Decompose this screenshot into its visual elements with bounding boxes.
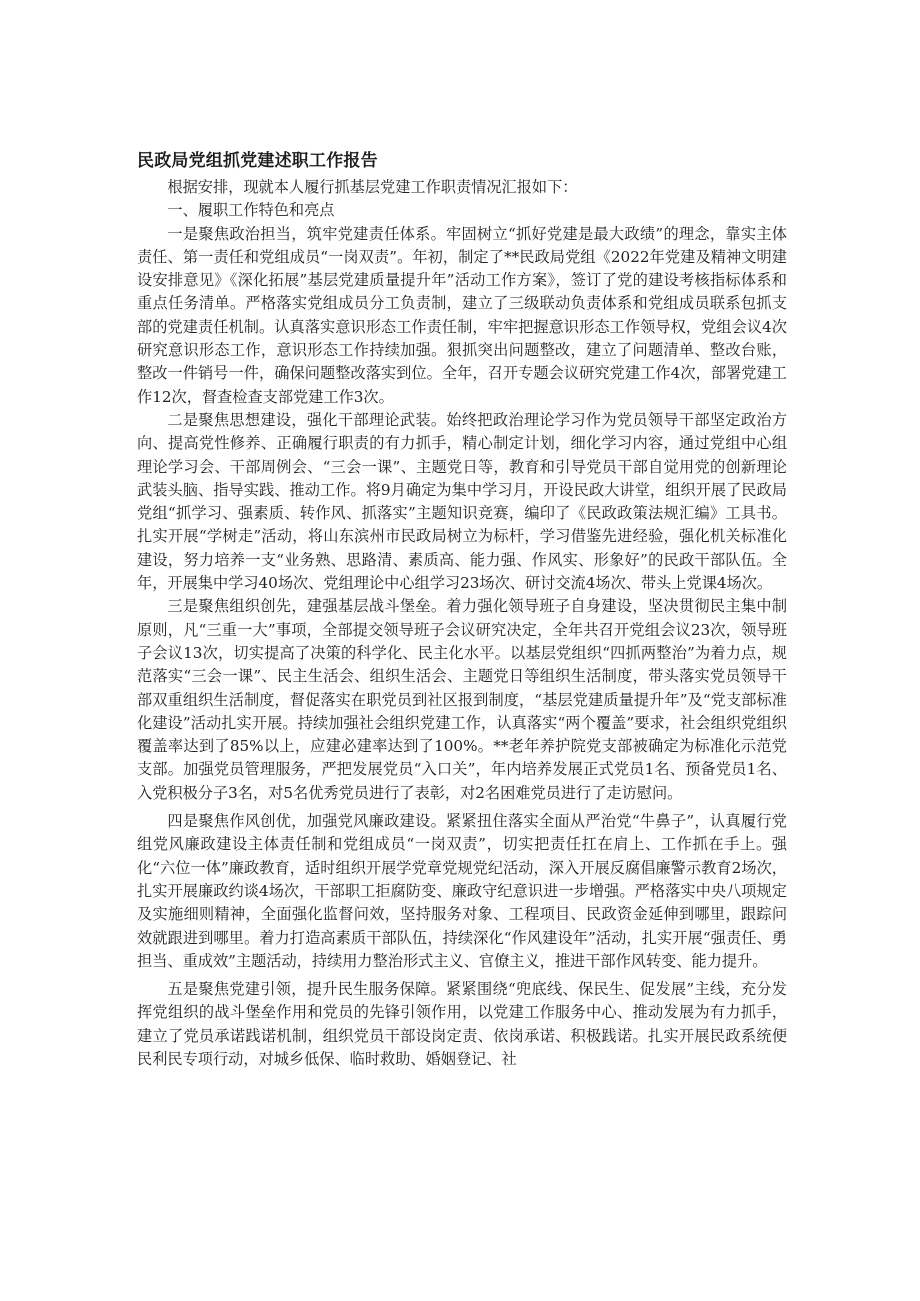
document-body (137, 176, 787, 1071)
intro-paragraph: 根据安排，现就本人履行抓基层党建工作职责情况汇报如下： (167, 178, 578, 196)
paragraph-work-style: 四是聚焦作风创优，加强党风廉政建设。紧紧扭住落实全面从严治党“牛鼻子”，认真履行党组党风廉政建设主体责任制和党组成员“一岗双责”，切实把责任扛在肩上、工作抓在手上。强化“六位一体”廉政教育，适时组织开展学党章党规党纪活动，深入开展反腐倡廉警示教育2场次，扎实开展廉政约谈4场次，干部职工拒腐防变、廉政守纪意识进一步增强。严格落实中央八项规定及实施细则精神，全面强化监督问效，坚持服务对象、工程项目、民政资金延伸到哪里，跟踪问效就跟进到哪里。着力打造高素质干部队伍，持续深化“作风建设年”活动，扎实开展“强责任、勇担当、重成效”主题活动，持续用力整治形式主义、官僚主义，推进干部作风转变、能力提升。 (137, 812, 787, 970)
paragraph-party-leadership: 五是聚焦党建引领，提升民生服务保障。紧紧围绕“兜底线、保民生、促发展”主线，充分发挥党组织的战斗堡垒作用和党员的先锋引领作用，以党建工作服务中心、推动发展为有力抓手，建立了党员承诺践诺机制，组织党员干部设岗定责、依岗承诺、积极践诺。扎实开展民政系统便民利民专项行动，对城乡低保、临时救助、婚姻登记、社 (137, 980, 787, 1068)
paragraph-political-responsibility: 一是聚焦政治担当，筑牢党建责任体系。牢固树立“抓好党建是最大政绩”的理念，靠实主体责任、第一责任和党组成员“一岗双责”。年初，制定了**民政局党组《2022年党建及精神文明建设安排意见》《深化拓展”基层党建质量提升年”活动工作方案》，签订了党的建设考核指标体系和重点任务清单。严格落实党组成员分工负责制，建立了三级联动负责体系和党组成员联系包抓支部的党建责任机制。认真落实意识形态工作责任制，牢牢把握意识形态工作领导权，党组会议4次研究意识形态工作，意识形态工作持续加强。狠抓突出问题整改，建立了问题清单、整改台账，整改一件销号一件，确保问题整改落实到位。全年，召开专题会议研究党建工作4次，部署党建工作12次，督查检查支部党建工作3次。 (137, 224, 787, 406)
paragraph-organization-building: 三是聚焦组织创先，建强基层战斗堡垒。着力强化领导班子自身建设，坚决贯彻民主集中制原则，凡“三重一大”事项，全部提交领导班子会议研究决定，全年共召开党组会议23次，领导班子会议13次，切实提高了决策的科学化、民主化水平。以基层党组织“四抓两整治”为着力点，规范落实“三会一课”、民主生活会、组织生活会、主题党日等组织生活制度，带头落实党员领导干部双重组织生活制度，督促落实在职党员到社区报到制度，“基层党建质量提升年”及“党支部标准化建设”活动扎实开展。持续加强社会组织党建工作，认真落实“两个覆盖”要求，社会组织党组织覆盖率达到了85%以上，应建必建率达到了100%。**老年养护院党支部被确定为标准化示范党支部。加强党员管理服务，严把发展党员“入口关”，年内培养发展正式党员1名、预备党员1名、入党积极分子3名，对5名优秀党员进行了表彰，对2名困难党员进行了走访慰问。 (137, 597, 787, 802)
document-title: 民政局党组抓党建述职工作报告 (137, 151, 378, 171)
section-heading: 一、履职工作特色和亮点 (167, 201, 335, 220)
paragraph-ideological-building: 二是聚焦思想建设，强化干部理论武装。始终把政治理论学习作为党员领导干部坚定政治方向、提高党性修养、正确履行职责的有力抓手，精心制定计划，细化学习内容，通过党组中心组理论学习会、干部周例会、“三会一课”、主题党日等，教育和引导党员干部自觉用党的创新理论武装头脑、指导实践、推动工作。将9月确定为集中学习月，开设民政大讲堂，组织开展了民政局党组“抓学习、强素质、转作风、抓落实”主题知识竞赛，编印了《民政政策法规汇编》工具书。扎实开展“学树走”活动，将山东滨州市民政局树立为标杆，学习借鉴先进经验，强化机关标准化建设，努力培养一支“业务熟、思路清、素质高、能力强、作风实、形象好”的民政干部队伍。全年，开展集中学习40场次、党组理论中心组学习23场次、研讨交流4场次、带头上党课4场次。 (137, 410, 787, 593)
